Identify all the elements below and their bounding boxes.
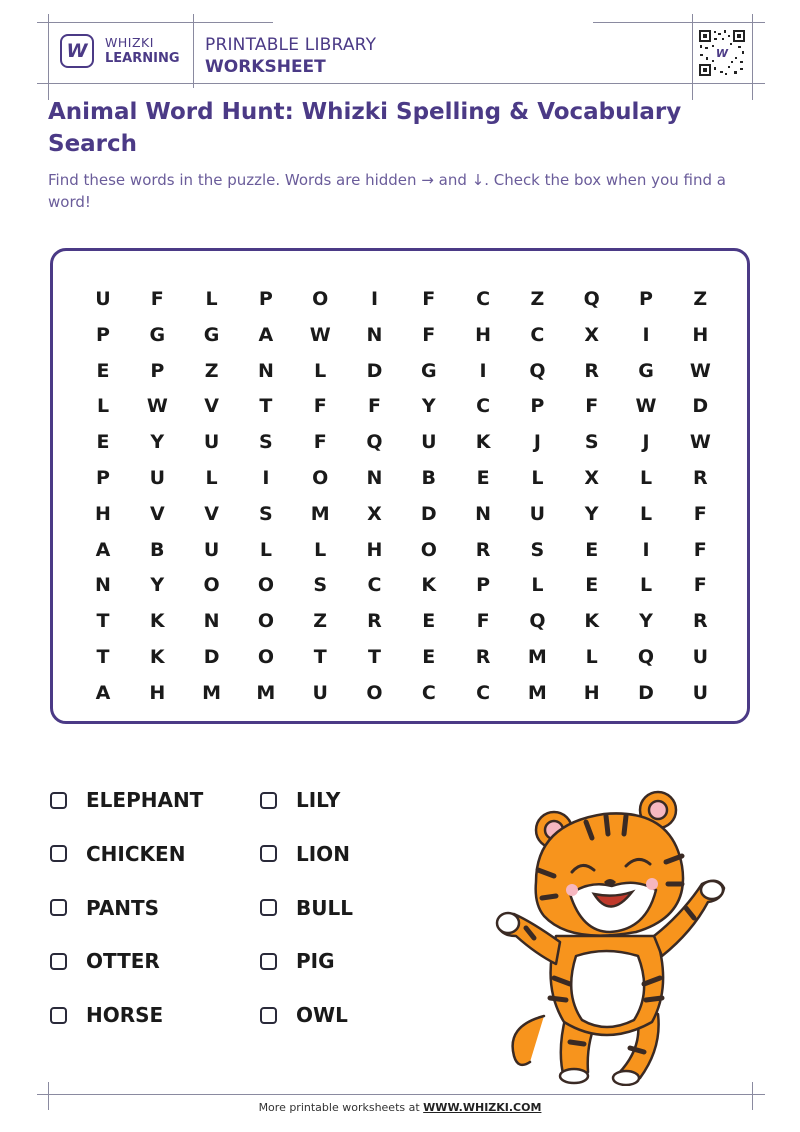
worksheet-label: WORKSHEET [205,57,326,77]
grid-letter[interactable]: F [150,288,164,310]
grid-letter[interactable]: E [422,646,436,668]
grid-letter[interactable]: Q [583,288,600,310]
grid-letter[interactable]: Z [204,359,219,382]
grid-letter[interactable]: C [476,288,491,310]
grid-letter[interactable]: N [95,574,111,597]
grid-letter[interactable]: O [257,610,274,633]
grid-letter[interactable]: W [146,395,168,418]
word-item[interactable] [50,788,203,812]
word-label: OWL [296,1003,348,1028]
grid-letter[interactable]: V [204,395,219,418]
grid-letter[interactable]: R [367,610,382,633]
grid-letter[interactable]: K [421,574,437,597]
grid-letter[interactable]: L [639,574,653,597]
grid-letter[interactable]: D [692,395,709,418]
grid-letter[interactable]: S [584,431,599,454]
grid-letter[interactable]: P [150,359,165,382]
grid-letter[interactable]: U [203,431,220,454]
word-checkbox[interactable] [50,953,67,970]
grid-letter[interactable]: I [370,288,379,310]
qr-code-icon [698,29,746,77]
grid-letter[interactable]: Q [366,431,383,454]
grid-letter[interactable]: Q [529,359,546,382]
grid-letter[interactable]: N [203,610,220,633]
grid-letter[interactable]: I [642,323,650,346]
grid-letter[interactable]: M [310,502,330,525]
grid-letter[interactable]: Z [313,610,328,633]
grid-letter[interactable]: P [258,288,273,310]
instructions-text: Find these words in the puzzle. Words are hidden → and ↓. Check the box when you find a word! [48,171,726,211]
grid-letter[interactable]: D [420,502,437,525]
grid-letter[interactable]: U [692,681,709,704]
grid-letter[interactable]: U [421,431,437,454]
footer-text: More printable worksheets at [258,1101,424,1114]
word-checkbox[interactable] [50,1007,67,1024]
word-search-grid [50,248,750,724]
library-label: PRINTABLE LIBRARY [205,35,377,55]
library-heading [205,34,376,78]
word-label: BULL [296,895,353,920]
grid-letter[interactable]: B [421,467,437,489]
grid-letter[interactable]: S [530,538,545,561]
word-checkbox[interactable] [50,899,67,916]
grid-letter[interactable]: Y [639,610,653,633]
word-checkbox[interactable] [50,845,67,862]
word-label: PANTS [86,895,160,920]
grid-letter[interactable]: C [421,681,436,704]
grid-letter[interactable]: P [96,323,110,346]
frame-line [37,83,765,84]
grid-letter[interactable]: L [96,395,110,418]
frame-line [752,14,753,100]
svg-text:W: W [715,47,729,60]
grid-letter[interactable]: G [149,323,166,346]
grid-letter[interactable]: U [203,538,220,561]
grid-letter[interactable]: A [95,538,111,561]
frame-line [692,14,693,100]
grid-letter[interactable]: H [583,681,600,704]
grid-letter[interactable]: O [420,538,437,561]
word-item[interactable] [50,949,160,973]
grid-letter[interactable]: J [642,431,650,454]
grid-letter[interactable]: W [689,359,711,382]
tiger-mascot [486,786,736,1086]
grid-letter[interactable]: F [313,395,327,418]
grid-letter[interactable]: U [149,467,166,489]
grid-letter[interactable]: P [476,574,491,597]
grid-letter[interactable]: C [476,395,491,418]
frame-line [593,22,765,23]
grid-letter[interactable]: P [96,467,110,489]
grid-letter[interactable]: C [476,681,491,704]
grid-letter[interactable]: I [479,359,487,382]
grid-letter[interactable]: K [149,610,165,633]
grid-letter[interactable]: L [314,359,327,382]
grid-letter[interactable]: F [585,395,599,418]
grid-letter[interactable]: Y [421,395,436,418]
grid-letter[interactable]: K [475,431,491,454]
grid-letter[interactable]: X [584,323,600,346]
grid-letter[interactable]: R [475,646,491,668]
grid-letter[interactable]: L [639,502,653,525]
grid-letter[interactable]: I [642,538,650,561]
word-checkbox[interactable] [260,845,277,862]
word-checkbox[interactable] [50,792,67,809]
grid-letter[interactable]: V [204,502,219,525]
grid-letter[interactable]: R [692,467,708,489]
grid-letter[interactable]: C [530,323,545,346]
grid-letter[interactable]: S [259,502,273,525]
word-item[interactable] [260,842,350,866]
grid-letter[interactable]: Q [529,610,546,633]
word-item[interactable] [50,842,185,866]
grid-letter[interactable]: Z [693,288,708,310]
grid-letter[interactable]: T [96,610,110,633]
grid-letter[interactable]: L [531,574,544,597]
grid-letter[interactable]: Z [530,288,545,310]
grid-letter[interactable]: F [422,323,436,346]
grid-letter[interactable]: T [313,646,327,668]
grid-letter[interactable]: Q [637,646,655,668]
footer [0,1101,800,1114]
grid-letter[interactable]: N [366,323,383,346]
word-checkbox[interactable] [260,953,277,970]
grid-letter[interactable]: U [692,646,709,668]
grid-letter[interactable]: D [203,646,220,668]
word-label: ELEPHANT [86,788,204,812]
grid-letter[interactable]: D [638,681,654,704]
grid-letter[interactable]: O [366,681,383,704]
grid-letter[interactable]: M [527,681,547,704]
grid-letter[interactable]: W [635,395,657,418]
grid-letter[interactable]: R [475,538,491,561]
grid-letter[interactable]: I [262,467,270,489]
grid-letter[interactable]: E [476,467,490,489]
grid-letter[interactable]: F [693,538,707,561]
grid-letter[interactable]: L [314,538,327,561]
grid-letter[interactable]: F [368,395,381,418]
grid-letter[interactable]: R [692,610,708,633]
grid-letter[interactable]: E [585,574,599,597]
grid-letter[interactable]: E [96,431,110,454]
grid-letter[interactable]: C [367,574,382,597]
grid-letter[interactable]: N [366,467,383,489]
word-item[interactable] [260,1003,348,1027]
grid-letter[interactable]: A [95,681,111,704]
frame-line [37,1094,765,1095]
grid-letter[interactable]: X [367,502,382,525]
grid-letter[interactable]: H [475,323,492,346]
word-label: HORSE [86,1003,164,1028]
grid-letter[interactable]: E [96,359,110,382]
grid-letter[interactable]: O [312,288,329,310]
grid-letter[interactable]: F [693,574,707,597]
grid-letter[interactable]: G [638,359,654,382]
word-checkbox[interactable] [260,1007,277,1024]
brand-name-bottom: LEARNING [105,51,180,66]
word-label: OTTER [86,949,160,974]
grid-letter[interactable]: U [529,502,546,525]
grid-letter[interactable]: R [584,359,599,382]
grid-letter[interactable]: M [527,646,547,668]
grid-letter[interactable]: S [259,431,273,454]
grid-letter[interactable]: M [202,681,222,704]
grid-letter[interactable]: H [149,681,166,704]
grid-letter[interactable]: O [257,574,274,597]
grid-letter[interactable]: K [584,610,600,633]
grid-letter[interactable]: Y [584,502,599,525]
word-item[interactable] [50,896,159,920]
grid-letter[interactable]: S [313,574,328,597]
frame-line [193,14,194,88]
grid-letter[interactable]: F [476,610,490,633]
grid-letter[interactable]: B [150,538,165,561]
brand-logo [60,34,180,68]
frame-line [48,14,49,100]
grid-letter[interactable]: G [420,359,437,382]
brand-name-top: WHIZKI [105,35,154,50]
footer-link[interactable]: WWW.WHIZKI.COM [423,1101,542,1114]
grid-letter[interactable]: T [259,395,273,418]
grid-letter[interactable]: A [258,323,274,346]
grid-letter[interactable]: N [257,359,274,382]
grid-letter[interactable]: E [422,610,436,633]
grid-letter[interactable]: H [366,538,383,561]
grid-letter[interactable]: P [639,288,653,310]
grid-letter[interactable]: F [422,288,436,310]
grid-letter[interactable]: L [205,288,218,310]
grid-letter[interactable]: L [531,467,544,489]
grid-letter[interactable]: D [366,359,383,382]
word-item[interactable] [50,1003,163,1027]
grid-letter[interactable]: P [530,395,545,418]
grid-letter[interactable]: Y [150,431,165,454]
word-label: LILY [296,788,341,812]
word-checkbox[interactable] [260,899,277,916]
grid-letter[interactable]: F [313,431,327,454]
worksheet-title: Animal Word Hunt: Whizki Spelling & Vocabulary Search [48,99,682,157]
word-item[interactable] [260,896,353,920]
word-item[interactable] [260,949,335,973]
grid-letter[interactable]: H [95,502,111,525]
grid-letter[interactable]: T [368,646,381,668]
grid-letter[interactable]: L [639,467,653,489]
grid-letter[interactable]: X [584,467,600,489]
grid-letter[interactable]: M [256,681,276,704]
word-label: CHICKEN [86,841,186,866]
grid-letter[interactable]: O [312,467,329,489]
grid-letter[interactable]: Y [150,574,165,597]
grid-letter[interactable]: T [96,646,110,668]
grid-letter[interactable]: G [203,323,220,346]
word-label: LION [296,841,350,866]
grid-letter[interactable]: L [585,646,598,668]
grid-letter[interactable]: U [95,288,111,310]
grid-letter[interactable]: F [693,502,707,525]
grid-letter[interactable]: U [312,681,328,704]
grid-letter[interactable]: J [533,431,541,454]
grid-letter[interactable]: H [692,323,709,346]
grid-letter[interactable]: V [149,502,165,525]
frame-line [37,22,273,23]
grid-letter[interactable]: N [475,502,492,525]
grid-letter[interactable]: O [257,646,274,668]
grid-letter[interactable]: O [203,574,220,597]
grid-letter[interactable]: E [585,538,599,561]
grid-letter[interactable]: L [259,538,272,561]
grid-letter[interactable]: W [689,431,711,454]
grid-letter[interactable]: L [205,467,218,489]
whizki-logo-icon: W [60,34,94,68]
grid-letter[interactable]: K [149,646,165,668]
word-checkbox[interactable] [260,792,277,809]
word-item[interactable] [260,788,340,812]
word-label: PIG [296,949,335,974]
grid-letter[interactable]: W [309,323,331,346]
